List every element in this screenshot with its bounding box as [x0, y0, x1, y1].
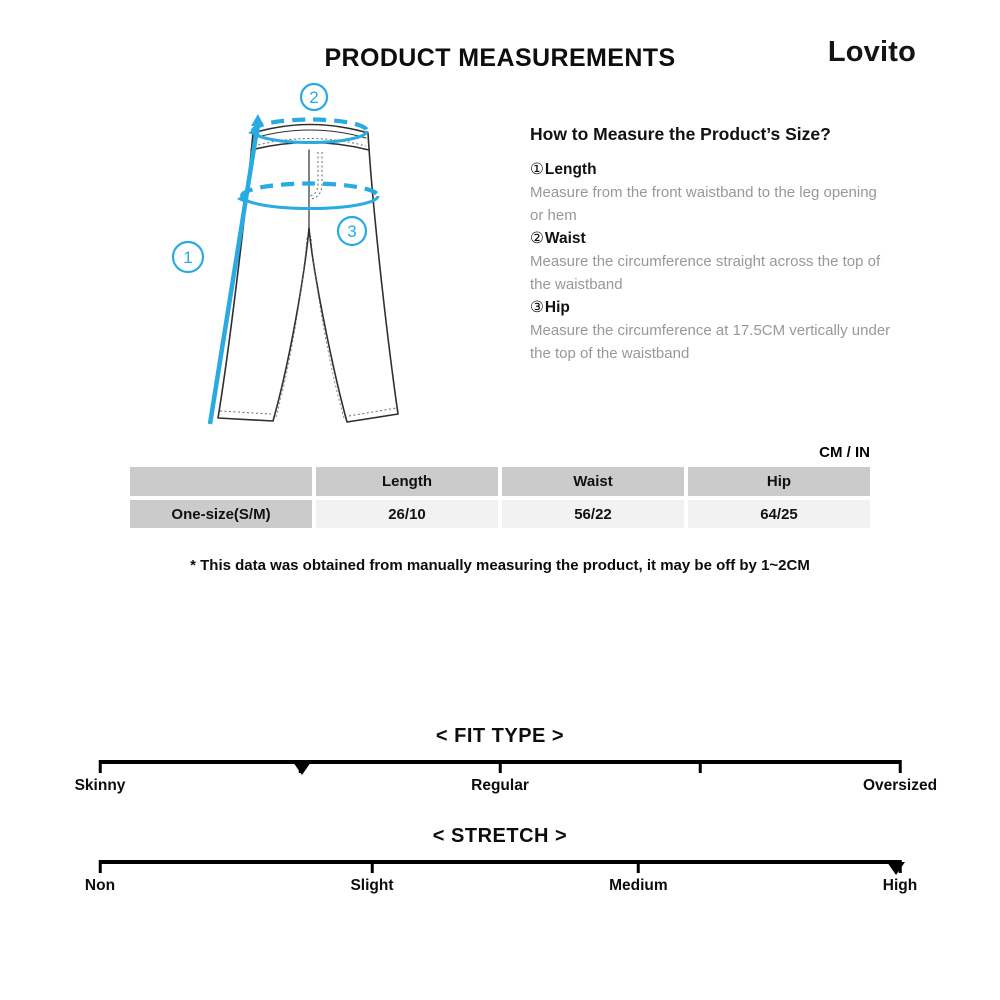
- waist-measure-solid-arc: [253, 131, 367, 143]
- table-header-length: Length: [316, 467, 498, 496]
- page-title: PRODUCT MEASUREMENTS: [324, 44, 676, 72]
- step-name: Waist: [544, 230, 586, 247]
- scale-tick: [99, 860, 102, 873]
- scale-label-regular: Regular: [471, 777, 529, 794]
- step-number-icon: ③: [530, 299, 544, 316]
- scale-label-non: Non: [84, 877, 116, 894]
- table-header-waist: Waist: [502, 467, 684, 496]
- step-number-icon: ②: [530, 230, 544, 247]
- scale-tick: [899, 760, 902, 773]
- table-value-hip: 64/25: [688, 500, 870, 528]
- scale-tick: [99, 760, 102, 773]
- pants-outline: [218, 125, 398, 423]
- scale-label-medium: Medium: [609, 877, 668, 894]
- scale-label-skinny: Skinny: [74, 777, 126, 794]
- length-measure-line: [210, 123, 258, 424]
- stretch-scale: [84, 860, 918, 900]
- size-table: [130, 467, 870, 528]
- step-description: Measure the circumference at 17.5CM vertically under the top of the waistband: [530, 322, 891, 362]
- fit-type-marker-icon: [293, 762, 311, 775]
- hip-measure-dashed-arc: [242, 184, 378, 197]
- scale-tick: [371, 860, 374, 873]
- scale-label-high: High: [882, 877, 918, 894]
- howto-title: How to Measure the Product’s Size?: [530, 124, 831, 144]
- fly-stitch-2: [311, 152, 322, 199]
- fit-type-scale: [74, 760, 938, 800]
- step-description: Measure the circumference straight across the top of the waistband: [530, 253, 881, 293]
- table-row-size: One-size(S/M): [130, 500, 312, 528]
- footnote: * This data was obtained from manually measuring the product, it may be off by 1~2CM: [190, 557, 810, 574]
- waistband-inner-line: [254, 130, 366, 138]
- table-value-length: 26/10: [316, 500, 498, 528]
- table-value-waist: 56/22: [502, 500, 684, 528]
- fit-type-title: < FIT TYPE >: [435, 725, 565, 747]
- scale-tick: [499, 760, 502, 773]
- marker-number-1: 1: [183, 248, 193, 267]
- scale-label-oversized: Oversized: [862, 777, 938, 794]
- step-number-icon: ①: [530, 161, 544, 178]
- howto-step-waist: [530, 227, 894, 296]
- step-description: Measure from the front waistband to the leg opening or hem: [530, 184, 877, 224]
- table-header-hip: Hip: [688, 467, 870, 496]
- scale-tick: [637, 860, 640, 873]
- howto-step-length: [530, 158, 894, 227]
- stretch-marker-icon: [887, 862, 905, 875]
- howto-section: [530, 124, 894, 365]
- scale-tick: [699, 760, 702, 773]
- howto-step-hip: [530, 296, 894, 365]
- marker-number-2: 2: [309, 88, 319, 107]
- stretch-title: < STRETCH >: [432, 825, 568, 847]
- step-name: Hip: [544, 299, 570, 316]
- fly-stitch: [310, 152, 318, 196]
- left-hem-stitch: [220, 411, 271, 414]
- brand-logo: Lovito: [827, 36, 916, 68]
- marker-number-3: 3: [347, 222, 357, 241]
- pants-diagram: [150, 80, 500, 440]
- hip-measure-solid-arc: [242, 196, 378, 209]
- step-name: Length: [544, 161, 597, 178]
- scale-line: [100, 860, 900, 864]
- unit-label: CM / IN: [819, 444, 870, 461]
- scale-label-slight: Slight: [350, 877, 394, 894]
- table-header-empty: [130, 467, 312, 496]
